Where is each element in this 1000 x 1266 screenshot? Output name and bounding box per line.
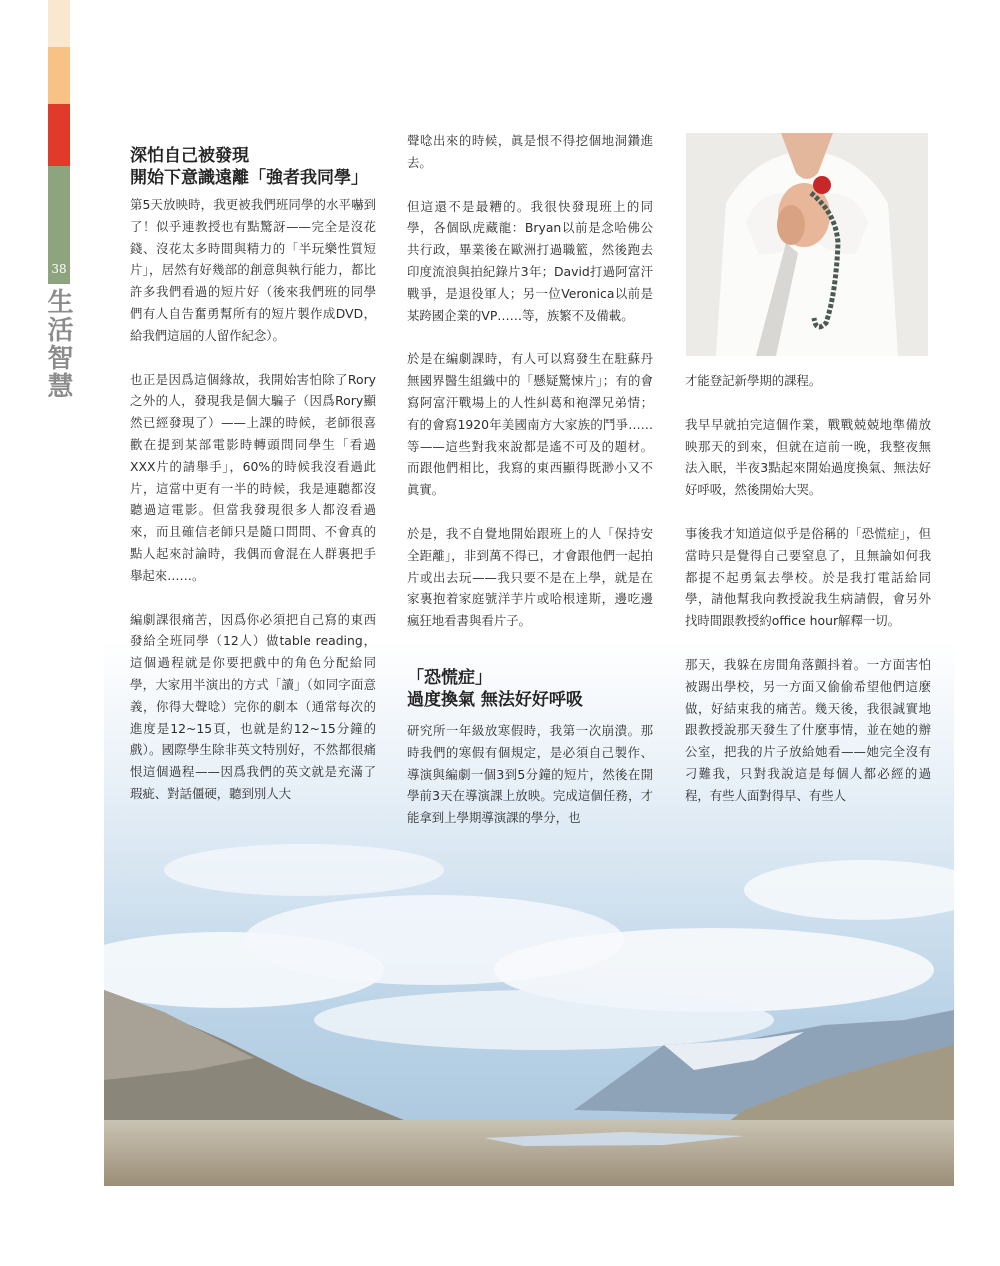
side-band-red (48, 104, 70, 166)
paragraph: 也正是因爲這個緣故，我開始害怕除了Rory之外的人，發現我是個大騙子（因爲Rory顯然已經發現了）——上課的時候，老師很喜歡在提到某部電影時轉頭問同學生「看過XXX片的請舉手」，60%的時候我沒看過此片，這當中更有一半的時候，我是連聽都沒聽過這電影。但當我發現很多人都沒看過來，而且確信老師只是隨口問問、不會真的點人起來討論時，我偶而會混在人群裏把手舉起來……。 (130, 371, 376, 583)
side-band-cream (48, 0, 70, 47)
paragraph: 事後我才知道這似乎是俗稱的「恐慌症」，但當時只是覺得自己要窒息了，且無論如何我都提不起勇氣去學校。於是我打電話給同學，請他幫我向教授說我生病請假，會另外找時間跟教授約office hour解釋一切。 (685, 525, 931, 629)
heading-line: 「恐慌症」 (407, 668, 492, 688)
paragraph: 我早早就拍完這個作業，戰戰兢兢地準備放映那天的到來，但就在這前一晚，我整夜無法入眠，半夜3點起來開始過度換氣、無法好好呼吸，然後開始大哭。 (685, 416, 931, 498)
column-2-bottom (407, 720, 653, 829)
heading-panic-disorder (407, 667, 583, 711)
column-2-top (407, 130, 653, 632)
paragraph: 聲唸出來的時候，眞是恨不得挖個地洞鑽進去。 (407, 133, 653, 170)
paragraph: 才能登記新學期的課程。 (685, 373, 822, 388)
heading-line: 開始下意識遠離「強者我同學」 (130, 168, 368, 188)
column-3 (685, 370, 931, 807)
heading-line: 深怕自己被發現 (130, 146, 249, 166)
paragraph: 於是在編劇課時，有人可以寫發生在駐蘇丹無國界醫生組織中的「懸疑驚悚片」；有的會寫阿富汗戰場上的人性糾葛和袍澤兄弟情；有的會寫1920年美國南方大家族的鬥爭……等——這些對我來說都是遙不可及的題材。而跟他們相比，我寫的東西顯得既渺小又不眞實。 (407, 351, 653, 498)
side-band-orange (48, 47, 70, 104)
woman-holding-prayer-beads-icon (686, 133, 928, 356)
paragraph: 但這還不是最糟的。我很快發現班上的同學，各個臥虎藏龍：Bryan以前是念哈佛公共行政，畢業後在歐洲打過職籃，然後跑去印度流浪與拍紀錄片3年；David打過阿富汗戰爭，是退役軍人；另一位Veronica以前是某跨國企業的VP……等，族繁不及備載。 (407, 198, 653, 323)
heading-fear-of-discovery (130, 145, 368, 189)
paragraph: 第5天放映時，我更被我們班同學的水平嚇到了！似乎連教授也有點驚訝——完全是沒花錢、沒花太多時間與精力的「半玩樂性質短片」，居然有好幾部的創意與執行能力，都比許多我們看過的短片好（後來我們班的同學們有人自告奮勇幫所有的短片製作成DVD，給我們這屆的人留作紀念）。 (130, 197, 376, 343)
section-title: 生活智慧 (43, 288, 73, 400)
paragraph: 那天，我躲在房間角落顫抖着。一方面害怕被踢出學校，另一方面又偷偷希望他們這麼做，好結束我的痛苦。幾天後，我很誠實地跟教授說那天發生了什麼事情，並在她的辦公室，把我的片子放給她看——她完全沒有刁難我，只對我說這是每個人都必經的過程，有些人面對得早、有些人 (685, 656, 931, 803)
column-1 (130, 194, 376, 805)
photo-prayer-beads (686, 133, 928, 356)
heading-line: 過度換氣 無法好好呼吸 (407, 690, 583, 710)
paragraph: 於是，我不自覺地開始跟班上的人「保持安全距離」，非到萬不得已，才會跟他們一起拍片或出去玩——我只要不是在上學，就是在家裏抱着家庭號洋芋片或哈根達斯，邊吃邊瘋狂地看書與看片子。 (407, 525, 653, 629)
page-number: 38 (51, 262, 67, 276)
paragraph: 編劇課很痛苦，因爲你必須把自己寫的東西發給全班同學（12人）做table reading，這個過程就是你要把戲中的角色分配給同學，大家用半演出的方式「讀」（如同字面意義，你得大聲唸）完你的劇本（通常每次的進度是12~15頁，也就是約12~15分鐘的戲）。國際學生除非英文特別好，不然都很痛恨這個過程——因爲我們的英文就是充滿了瑕疵、對話僵硬，聽到別人大 (130, 611, 376, 801)
paragraph: 研究所一年級放寒假時，我第一次崩潰。那時我們的寒假有個規定，是必須自己製作、導演與編劇一個3到5分鐘的短片，然後在開學前3天在導演課上放映。完成這個任務，才能拿到上學期導演課的學分，也 (407, 723, 653, 826)
